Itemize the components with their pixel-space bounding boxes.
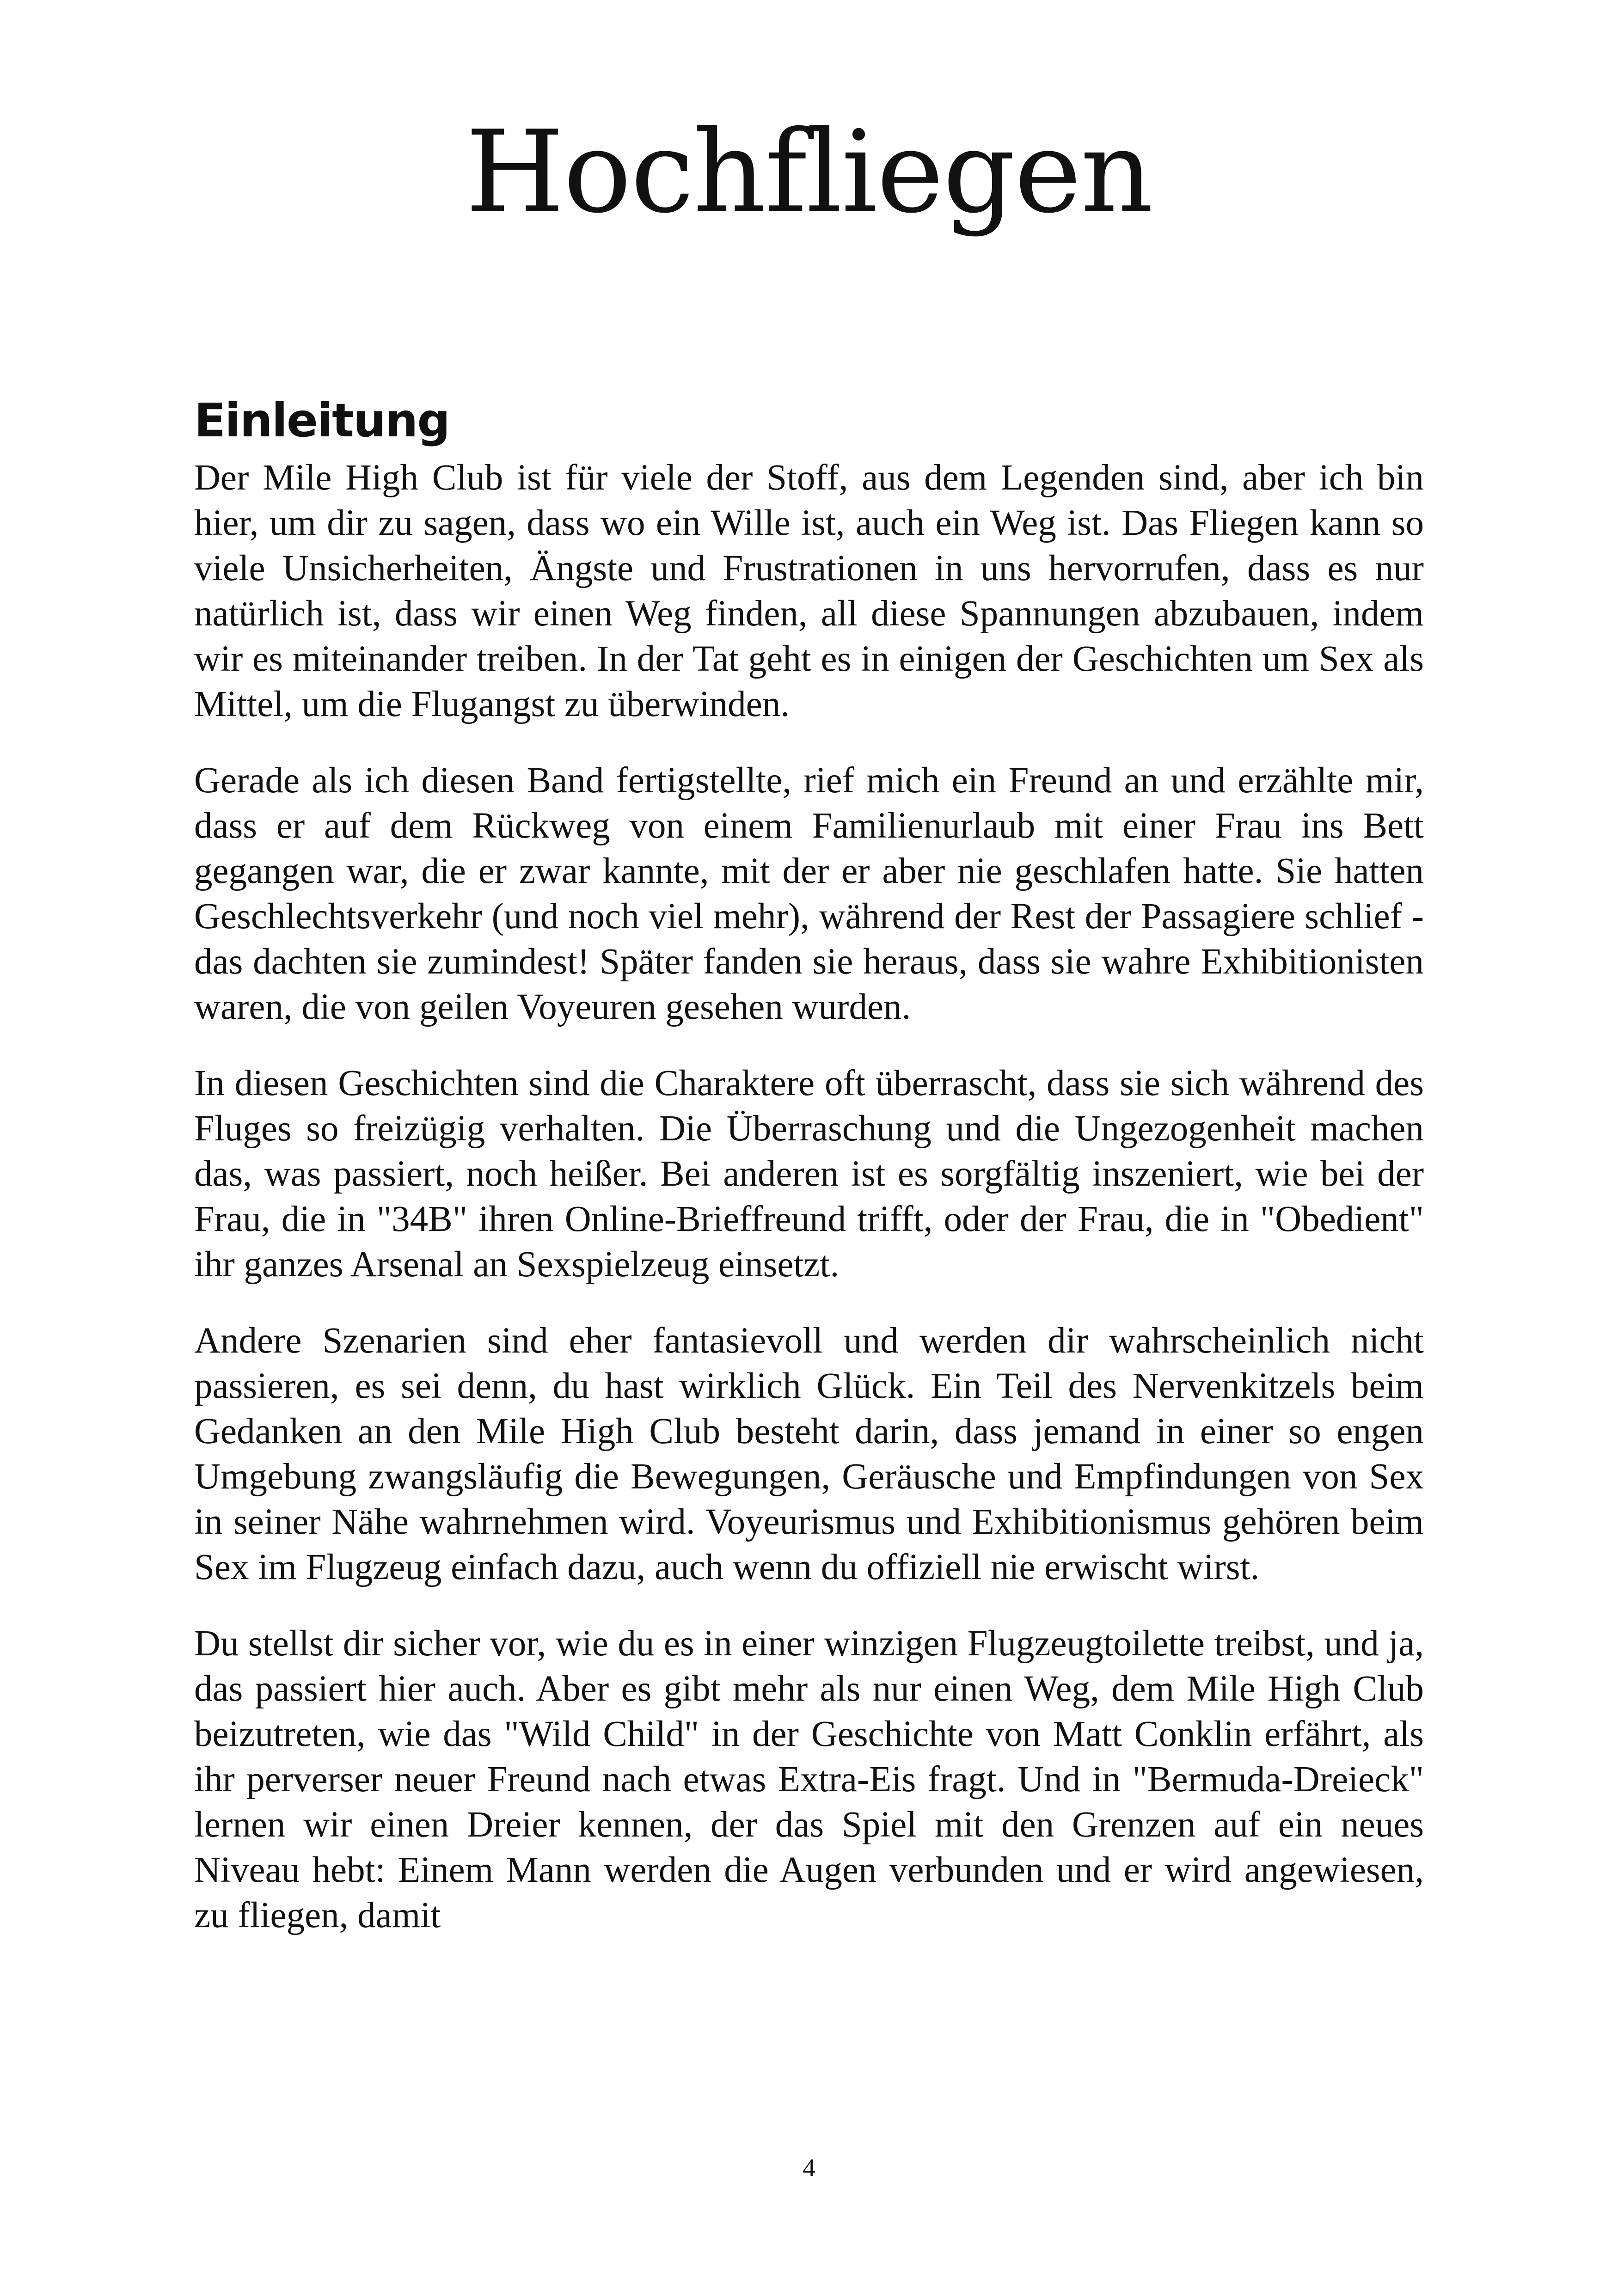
paragraph: In diesen Geschichten sind die Charaktere oft überrascht, dass sie sich während des Fluges so freizügig verhalten. Die Überraschung und die Ungezogenheit machen das, was passiert, noch heißer. Bei anderen ist es sorgfältig inszeniert, wie bei der Frau, die in "34B" ihren Online-Brieffreund trifft, oder der Frau, die in "Obedient" ihr ganzes Arsenal an Sexspielzeug einsetzt.	[194, 1063, 1424, 1285]
page-title: Hochfliegen	[465, 106, 1153, 238]
paragraph: Gerade als ich diesen Band fertigstellte, rief mich ein Freund an und erzählte mir, dass er auf dem Rückweg von einem Familienurlaub mit einer Frau ins Bett gegangen war, die er zwar kannte, mit der er aber nie geschlafen hatte. Sie hatten Geschlechtsverkehr (und noch viel mehr), während der Rest der Passagiere schlief - das dachten sie zumindest! Später fanden sie heraus, dass sie wahre Exhibitionisten waren, die von geilen Voyeuren gesehen wurden.	[194, 760, 1424, 1027]
document-body	[194, 393, 1424, 1969]
paragraph: Der Mile High Club ist für viele der Stoff, aus dem Legenden sind, aber ich bin hier, um dir zu sagen, dass wo ein Wille ist, auch ein Weg ist. Das Fliegen kann so viele Unsicherheiten, Ängste und Frustrationen in uns hervorrufen, dass es nur natürlich ist, dass wir einen Weg finden, all diese Spannungen abzubauen, indem wir es miteinander treiben. In der Tat geht es in einigen der Geschichten um Sex als Mittel, um die Flugangst zu überwinden.	[194, 458, 1424, 724]
section-heading: Einleitung	[194, 393, 449, 447]
paragraph: Du stellst dir sicher vor, wie du es in einer winzigen Flugzeugtoilette treibst, und ja, das passiert hier auch. Aber es gibt mehr als nur einen Weg, dem Mile High Club beizutreten, wie das "Wild Child" in der Geschichte von Matt Conklin erfährt, als ihr perverser neuer Freund nach etwas Extra-Eis fragt. Und in "Bermuda-Dreieck" lernen wir einen Dreier kennen, der das Spiel mit den Grenzen auf ein neues Niveau hebt: Einem Mann werden die Augen verbunden und er wird angewiesen, zu fliegen, damit	[194, 1623, 1424, 1935]
paragraph: Andere Szenarien sind eher fantasievoll und werden dir wahrscheinlich nicht passieren, es sei denn, du hast wirklich Glück. Ein Teil des Nervenkitzels beim Gedanken an den Mile High Club besteht darin, dass jemand in einer so engen Umgebung zwangsläufig die Bewegungen, Geräusche und Empfindungen von Sex in seiner Nähe wahrnehmen wird. Voyeurismus und Exhibitionismus gehören beim Sex im Flugzeug einfach dazu, auch wenn du offiziell nie erwischt wirst.	[194, 1321, 1424, 1587]
page-number: 4	[803, 2154, 815, 2182]
